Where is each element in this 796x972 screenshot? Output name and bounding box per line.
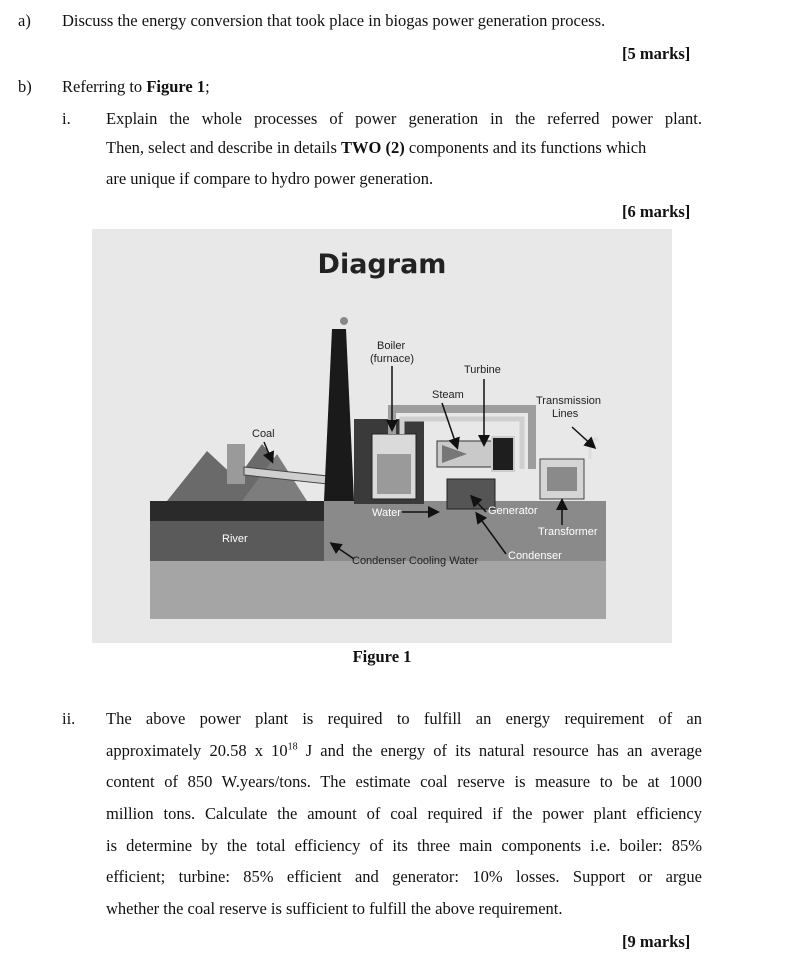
- question-b-label: b): [18, 77, 32, 96]
- label-generator: Generator: [488, 505, 538, 517]
- part-i-label: i.: [62, 109, 71, 128]
- power-plant-illustration: [92, 229, 672, 643]
- figure-caption: Figure 1: [352, 647, 412, 666]
- question-b-intro-figure-ref: Figure 1: [146, 77, 206, 96]
- diagram-title: Diagram: [317, 249, 447, 280]
- question-a-marks: [5 marks]: [622, 44, 691, 63]
- part-ii-line-4: million tons. Calculate the amount of coal required if the power plant efficiency: [106, 804, 702, 823]
- label-transmission: Transmission: [536, 395, 601, 407]
- part-ii-line-3: content of 850 W.years/tons. The estimate coal reserve is measure to be at 1000: [106, 772, 702, 791]
- part-ii-line-6: efficient; turbine: 85% efficient and generator: 10% losses. Support or argue: [106, 867, 702, 886]
- part-ii-line-2-suffix: J and the energy of its natural resource has an average: [297, 741, 702, 760]
- ground-base: [150, 561, 606, 619]
- part-i-line-2-suffix: components and its functions which: [404, 138, 647, 157]
- part-ii-line-1: The above power plant is required to fulfill an energy requirement of an: [106, 709, 702, 728]
- part-ii-label: ii.: [62, 709, 76, 728]
- label-furnace: (furnace): [370, 353, 415, 365]
- label-condenser-cooling-water: Condenser Cooling Water: [352, 555, 479, 567]
- part-i-line-1: Explain the whole processes of power generation in the referred power plant.: [106, 109, 702, 128]
- part-i-marks: [6 marks]: [622, 202, 691, 221]
- part-ii-line-5: is determine by the total efficiency of its three main components i.e. boiler: 85%: [106, 836, 702, 855]
- boiler-tubes: [377, 454, 411, 494]
- label-boiler: Boiler: [377, 340, 406, 352]
- part-ii-marks: [9 marks]: [622, 932, 691, 951]
- figure-1-diagram: [92, 229, 672, 643]
- question-a-text: Discuss the energy conversion that took place in biogas power generation process.: [62, 11, 606, 30]
- chimney: [324, 329, 354, 501]
- generator-body: [492, 437, 514, 471]
- arrow-transmission: [572, 427, 594, 447]
- part-i-line-3: are unique if compare to hydro power generation.: [106, 169, 434, 188]
- transmission-tower: [582, 439, 598, 459]
- part-ii-line-2-prefix: approximately 20.58 x 10: [106, 741, 288, 760]
- part-i-line-2-prefix: Then, select and describe in details: [106, 138, 342, 157]
- question-b-intro-suffix: ;: [205, 77, 210, 96]
- part-i-line-2: [106, 138, 646, 158]
- question-a-label: a): [18, 11, 31, 30]
- part-ii-line-7: whether the coal reserve is sufficient to fulfill the above requirement.: [106, 899, 563, 918]
- label-steam: Steam: [432, 389, 464, 401]
- part-i-line-2-bold: TWO (2): [341, 138, 405, 157]
- label-transformer: Transformer: [538, 526, 598, 538]
- smoke-puff: [340, 317, 348, 325]
- question-b-intro-prefix: Referring to: [62, 77, 147, 96]
- label-turbine: Turbine: [464, 364, 501, 376]
- label-coal: Coal: [252, 428, 275, 440]
- coal-hopper: [227, 444, 245, 484]
- transformer-coils: [547, 467, 577, 491]
- part-ii-line-2-exponent: 18: [287, 741, 298, 753]
- label-river: River: [222, 533, 248, 545]
- part-ii-line-2: [106, 741, 702, 761]
- label-water: Water: [372, 507, 401, 519]
- label-lines: Lines: [552, 408, 579, 420]
- question-b-intro: [62, 77, 210, 97]
- label-condenser: Condenser: [508, 550, 562, 562]
